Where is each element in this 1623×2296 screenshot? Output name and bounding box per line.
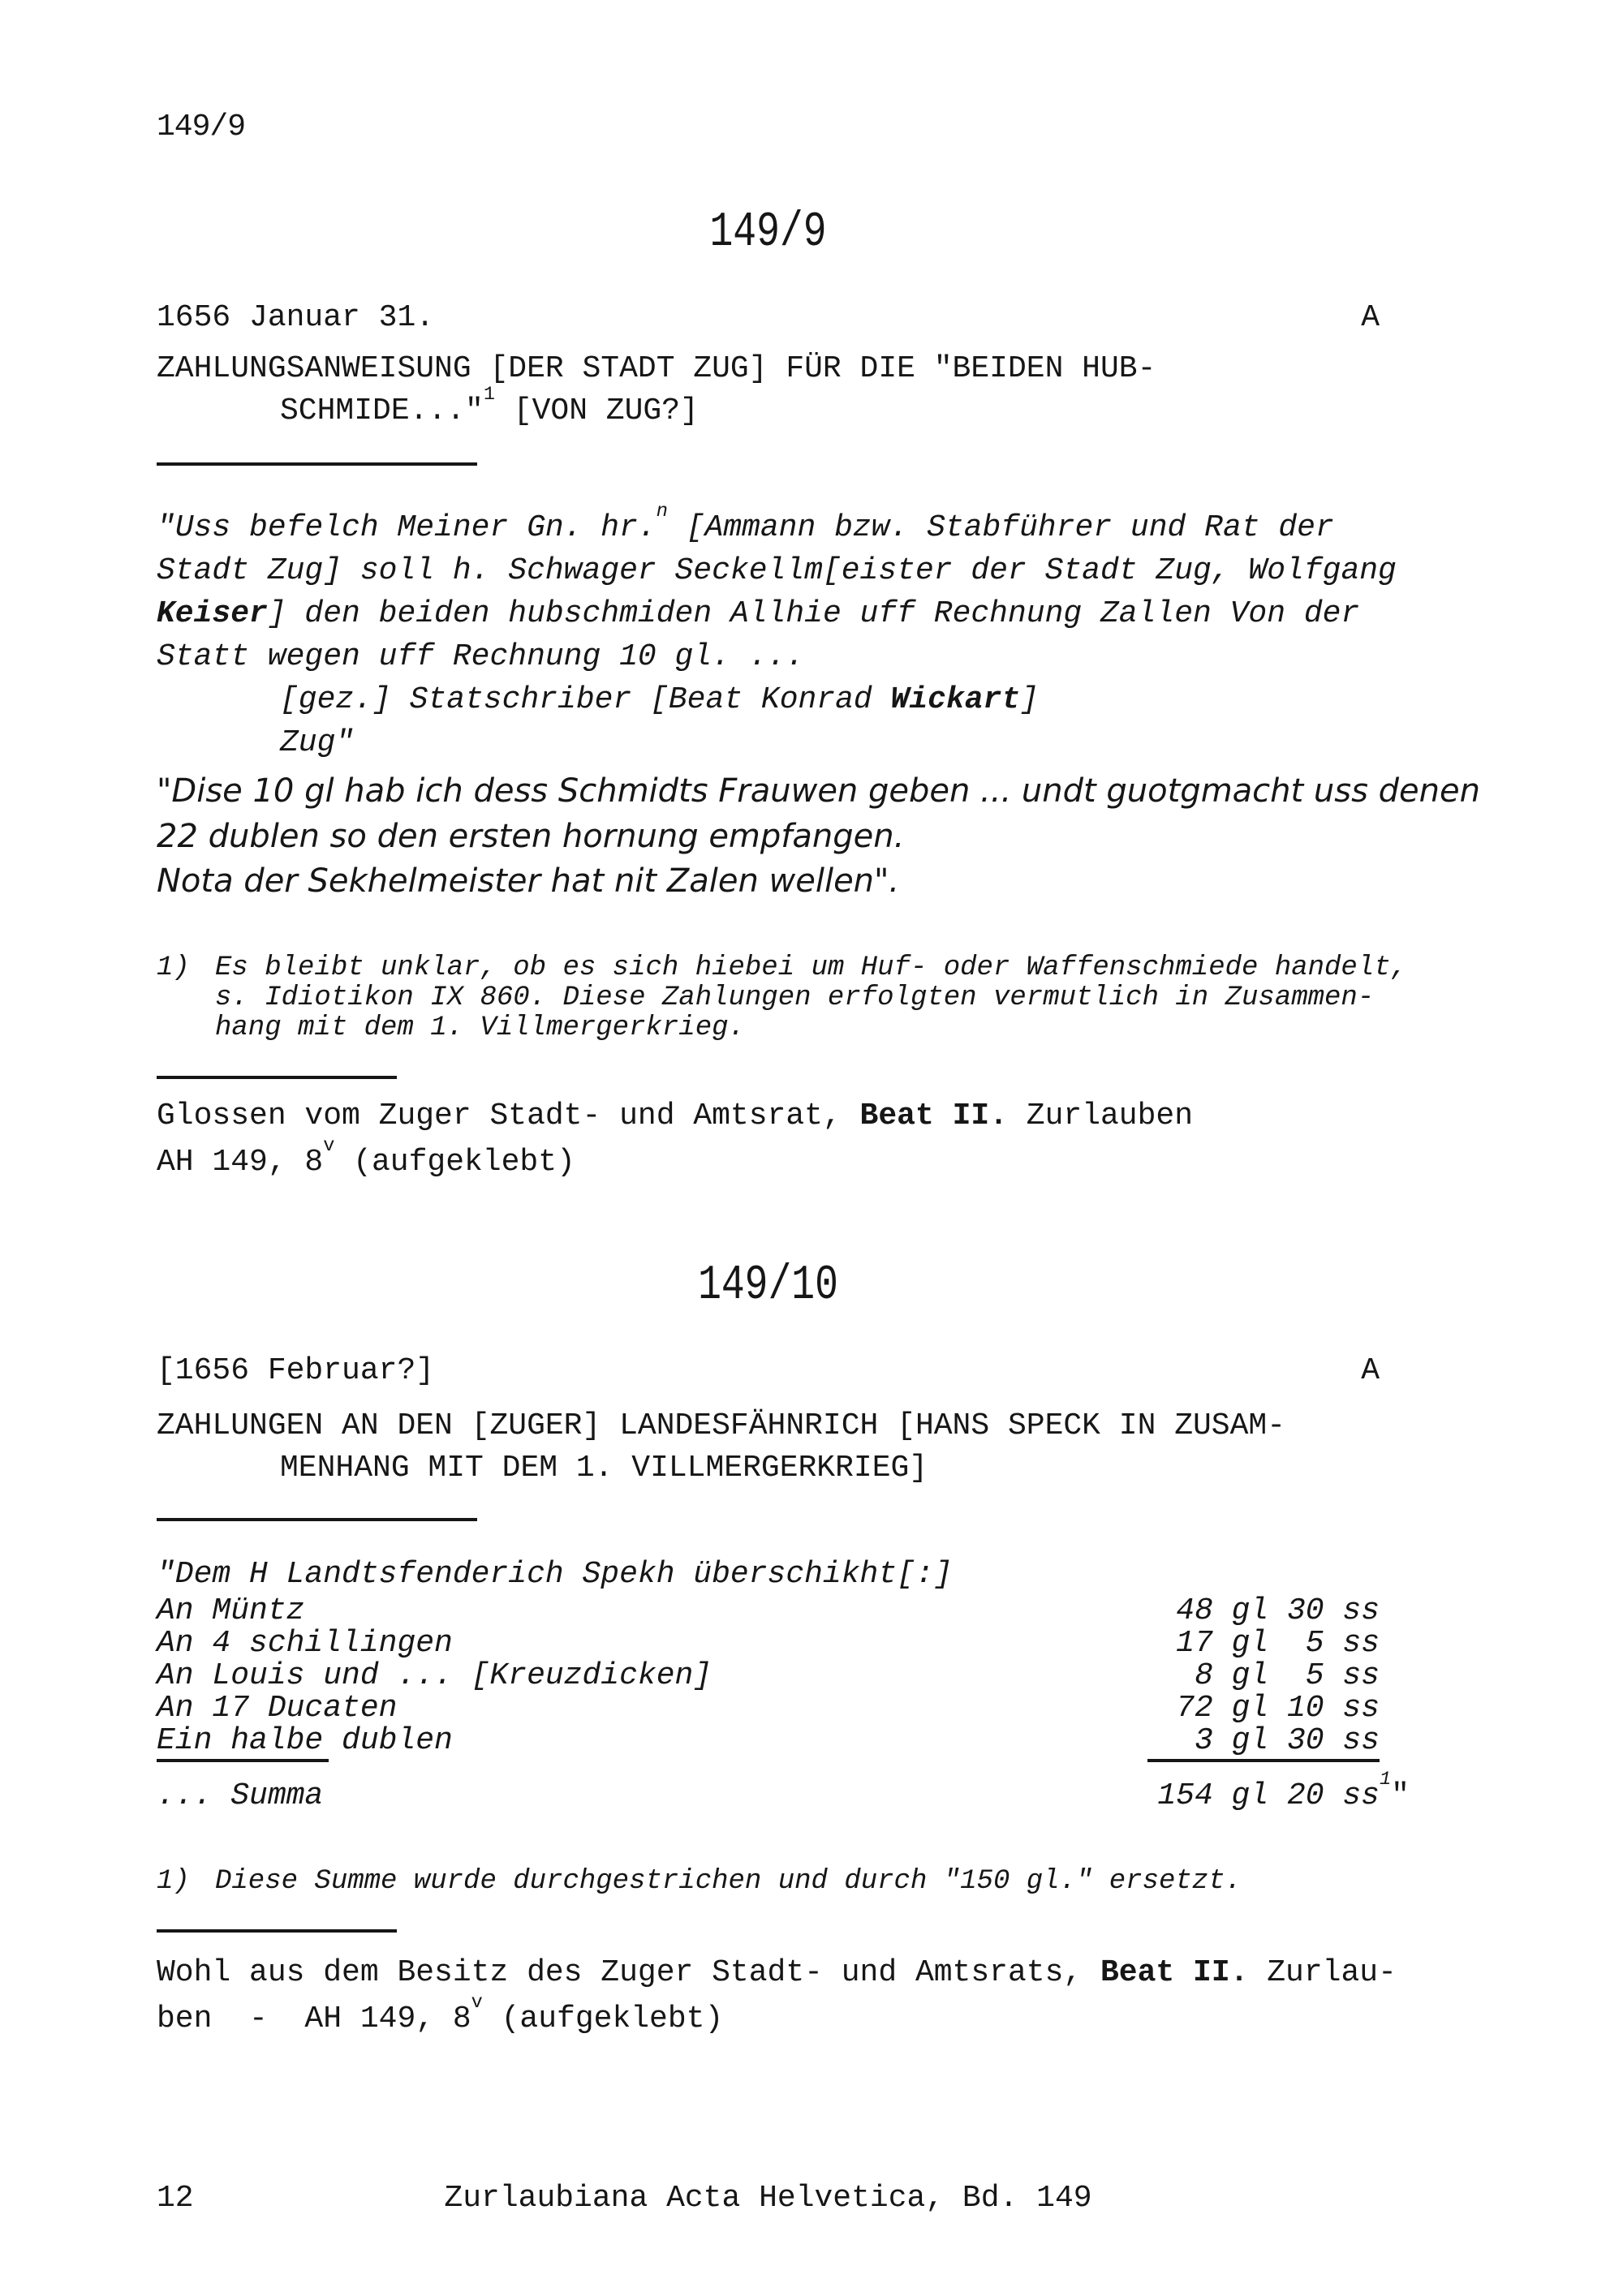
entry1-gloss-line3: Nota der Sekhelmeister hat nit Zalen wellen". bbox=[157, 862, 900, 900]
quote-line3-rest: ] den beiden hubschmiden Allhie uff Rechnung Zallen Von der bbox=[267, 596, 1360, 631]
payments-table-header: "Dem H Landtsfenderich Spekh überschikht[:] bbox=[157, 1557, 953, 1592]
entry1-title-line2 bbox=[280, 383, 699, 431]
table-row-label: Ein halbe dublen bbox=[157, 1723, 453, 1758]
entry1-footnote-line2: s. Idiotikon IX 860. Diese Zahlungen erfolgten vermutlich in Zusammen- bbox=[215, 982, 1375, 1013]
table-row-label: An Müntz bbox=[157, 1593, 305, 1628]
entry1-title-footnote-ref: 1 bbox=[483, 383, 495, 406]
table-row-label: An Louis und ... [Kreuzdicken] bbox=[157, 1658, 712, 1693]
entry1-title-line2-text: SCHMIDE..." bbox=[280, 393, 484, 428]
name-wickart-bold: Wickart bbox=[890, 682, 1021, 717]
entry1-quote-line4: Statt wegen uff Rechnung 10 gl. ... bbox=[157, 639, 805, 674]
entry2-title-line1: ZAHLUNGEN AN DEN [ZUGER] LANDESFÄHNRICH [HANS SPECK IN ZUSAM- bbox=[157, 1408, 1286, 1443]
entry1-title-line1: ZAHLUNGSANWEISUNG [DER STADT ZUG] FÜR DIE "BEIDEN HUB- bbox=[157, 351, 1156, 386]
provenance1-note: (aufgeklebt) bbox=[334, 1145, 575, 1180]
provenance2-shelfmark: ben - AH 149, 8 bbox=[157, 2001, 471, 2036]
entry1-siglum: A bbox=[1361, 300, 1380, 335]
entry1-section-heading: 149/9 bbox=[709, 205, 827, 260]
entry2-footnote-marker: 1) bbox=[157, 1866, 190, 1897]
entry2-section-heading: 149/10 bbox=[698, 1258, 838, 1314]
name-beat-ii-bold: Beat II. bbox=[859, 1099, 1008, 1133]
table-sum-rule-left bbox=[157, 1759, 329, 1762]
entry2-siglum: A bbox=[1361, 1353, 1380, 1388]
entry2-provenance-line1 bbox=[157, 1954, 1397, 1993]
summa-amount bbox=[1157, 1768, 1410, 1816]
provenance1-pre: Glossen vom Zuger Stadt- und Amtsrat, bbox=[157, 1099, 860, 1133]
provenance1-shelfmark: AH 149, 8 bbox=[157, 1145, 324, 1180]
table-row-amount: 72 gl 10 ss bbox=[1176, 1691, 1380, 1726]
provenance2-folio-superscript: v bbox=[471, 1991, 483, 2014]
quote-line1-superscript: n bbox=[656, 500, 668, 522]
summa-close-quote: " bbox=[1391, 1778, 1410, 1813]
provenance2-pre: Wohl aus dem Besitz des Zuger Stadt- und Amtsrats, bbox=[157, 1955, 1100, 1990]
entry1-footnote-line3: hang mit dem 1. Villmergerkrieg. bbox=[215, 1013, 745, 1043]
quote-line5-pre: [gez.] Statschriber [Beat Konrad bbox=[280, 682, 891, 717]
table-row-amount: 3 gl 30 ss bbox=[1176, 1723, 1380, 1758]
entry1-quote-signature-line bbox=[280, 681, 1039, 720]
table-row-amount: 17 gl 5 ss bbox=[1176, 1626, 1380, 1661]
table-row-amount: 8 gl 5 ss bbox=[1176, 1658, 1380, 1693]
summa-footnote-ref: 1 bbox=[1380, 1768, 1392, 1791]
quote-line1-post: [Ammann bzw. Stabführer und Rat der bbox=[667, 510, 1334, 545]
entry1-quote-line1 bbox=[157, 500, 1334, 548]
entry1-quote-place-line: Zug" bbox=[280, 725, 355, 760]
entry1-quote-line2: Stadt Zug] soll h. Schwager Seckellm[eister der Stadt Zug, Wolfgang bbox=[157, 553, 1397, 588]
table-row-amount: 48 gl 30 ss bbox=[1176, 1593, 1380, 1628]
entry2-title-divider-rule bbox=[157, 1518, 477, 1521]
entry1-title-line2-rest: [VON ZUG?] bbox=[494, 393, 699, 428]
provenance1-folio-superscript: v bbox=[323, 1134, 335, 1157]
quote-line5-rest: ] bbox=[1020, 682, 1039, 717]
entry2-date-line: [1656 Februar?] bbox=[157, 1353, 435, 1388]
entry2-provenance-divider-rule bbox=[157, 1929, 397, 1933]
entry2-footnote-line1: Diese Summe wurde durchgestrichen und durch "150 gl." ersetzt. bbox=[215, 1866, 1242, 1897]
running-head: 149/9 bbox=[157, 110, 246, 144]
entry1-date-line: 1656 Januar 31. bbox=[157, 300, 435, 335]
entry1-footnote-line1: Es bleibt unklar, ob es sich hiebei um Huf- oder Waffenschmiede handelt, bbox=[215, 952, 1408, 983]
entry1-provenance-line1 bbox=[157, 1097, 1193, 1136]
entry2-provenance-line2 bbox=[157, 1991, 724, 2039]
entry1-provenance-divider-rule bbox=[157, 1076, 397, 1079]
summa-amount-value: 154 gl 20 ss bbox=[1157, 1778, 1380, 1813]
table-row-label: An 17 Ducaten bbox=[157, 1691, 398, 1726]
footer-page-number: 12 bbox=[157, 2181, 194, 2216]
provenance1-rest: Zurlauben bbox=[1007, 1099, 1194, 1133]
table-row-label: An 4 schillingen bbox=[157, 1626, 453, 1661]
provenance2-note: (aufgeklebt) bbox=[482, 2001, 724, 2036]
entry1-gloss-line1: "Dise 10 gl hab ich dess Schmidts Frauwen geben ... undt guotgmacht uss denen bbox=[157, 772, 1480, 810]
name-beat-ii-bold: Beat II. bbox=[1100, 1955, 1249, 1990]
entry1-gloss-line2: 22 dublen so den ersten hornung empfangen. bbox=[157, 818, 905, 855]
entry1-title-divider-rule bbox=[157, 462, 477, 466]
quote-line1-pre: "Uss befelch Meiner Gn. hr. bbox=[157, 510, 657, 545]
table-sum-rule-right bbox=[1147, 1759, 1380, 1762]
provenance2-rest: Zurlau- bbox=[1248, 1955, 1397, 1990]
footer-imprint: Zurlaubiana Acta Helvetica, Bd. 149 bbox=[444, 2181, 1092, 2216]
entry2-title-line2: MENHANG MIT DEM 1. VILLMERGERKRIEG] bbox=[280, 1451, 928, 1486]
summa-label: ... Summa bbox=[157, 1778, 324, 1813]
entry1-footnote-marker: 1) bbox=[157, 952, 190, 983]
entry1-provenance-line2 bbox=[157, 1134, 575, 1182]
entry1-quote-line3 bbox=[157, 595, 1359, 634]
name-keiser-bold: Keiser bbox=[157, 596, 268, 631]
